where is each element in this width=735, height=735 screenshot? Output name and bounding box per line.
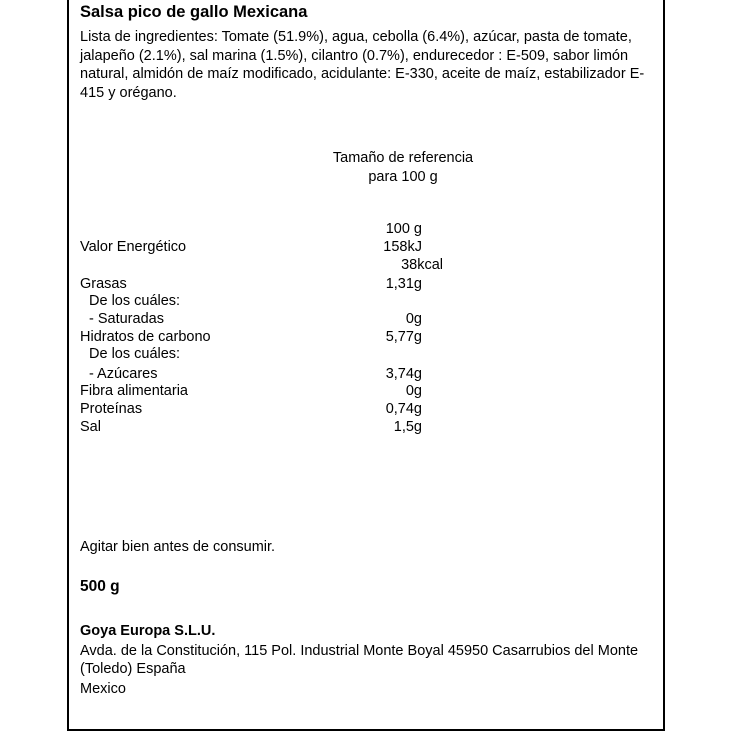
manufacturer-name: Goya Europa S.L.U.: [80, 623, 216, 639]
reference-size-amount: para 100 g: [368, 169, 438, 185]
sugars-label: - Azúcares: [89, 366, 158, 382]
salt-label: Sal: [80, 419, 101, 435]
ingredients-list: Lista de ingredientes: Tomate (51.9%), agua, cebolla (6.4%), azúcar, pasta de tomate, jalapeño (2.1%), sal marina (1.5%), cilantro (0.7%), endurecedor : E-509, sabor limón natural, almidón de maíz modificado, acidulante: E-330, aceite de maíz, estabilizador E-415 y orégano.: [80, 29, 645, 101]
fat-label: Grasas: [80, 276, 127, 292]
carbohydrates-label: Hidratos de carbono: [80, 329, 211, 345]
sugars-value: 3,74g: [385, 366, 422, 382]
protein-label: Proteínas: [80, 401, 143, 417]
fiber-value: 0g: [405, 383, 422, 399]
salt-value: 1,5g: [393, 419, 422, 435]
fiber-label: Fibra alimentaria: [80, 383, 188, 399]
product-title: Salsa pico de gallo Mexicana: [80, 3, 308, 21]
carbohydrates-value: 5,77g: [385, 329, 422, 345]
saturated-fat-label: - Saturadas: [89, 311, 164, 327]
reference-size-label: Tamaño de referencia: [332, 150, 474, 166]
nutrition-column-header: 100 g: [385, 221, 422, 237]
energy-label: Valor Energético: [80, 239, 187, 255]
carbs-of-which-label: De los cuáles:: [89, 346, 181, 362]
country-of-origin: Mexico: [80, 681, 126, 697]
energy-kcal-value: 38kcal: [401, 257, 443, 273]
saturated-fat-value: 0g: [405, 311, 422, 327]
net-weight: 500 g: [80, 578, 120, 595]
fat-value: 1,31g: [385, 276, 422, 292]
protein-value: 0,74g: [385, 401, 422, 417]
usage-note: Agitar bien antes de consumir.: [80, 539, 276, 555]
fat-of-which-label: De los cuáles:: [89, 293, 181, 309]
manufacturer-address: Avda. de la Constitución, 115 Pol. Industrial Monte Boyal 45950 Casarrubios del Monte (Toledo) España: [80, 643, 639, 677]
energy-kj-value: 158kJ: [383, 239, 422, 255]
